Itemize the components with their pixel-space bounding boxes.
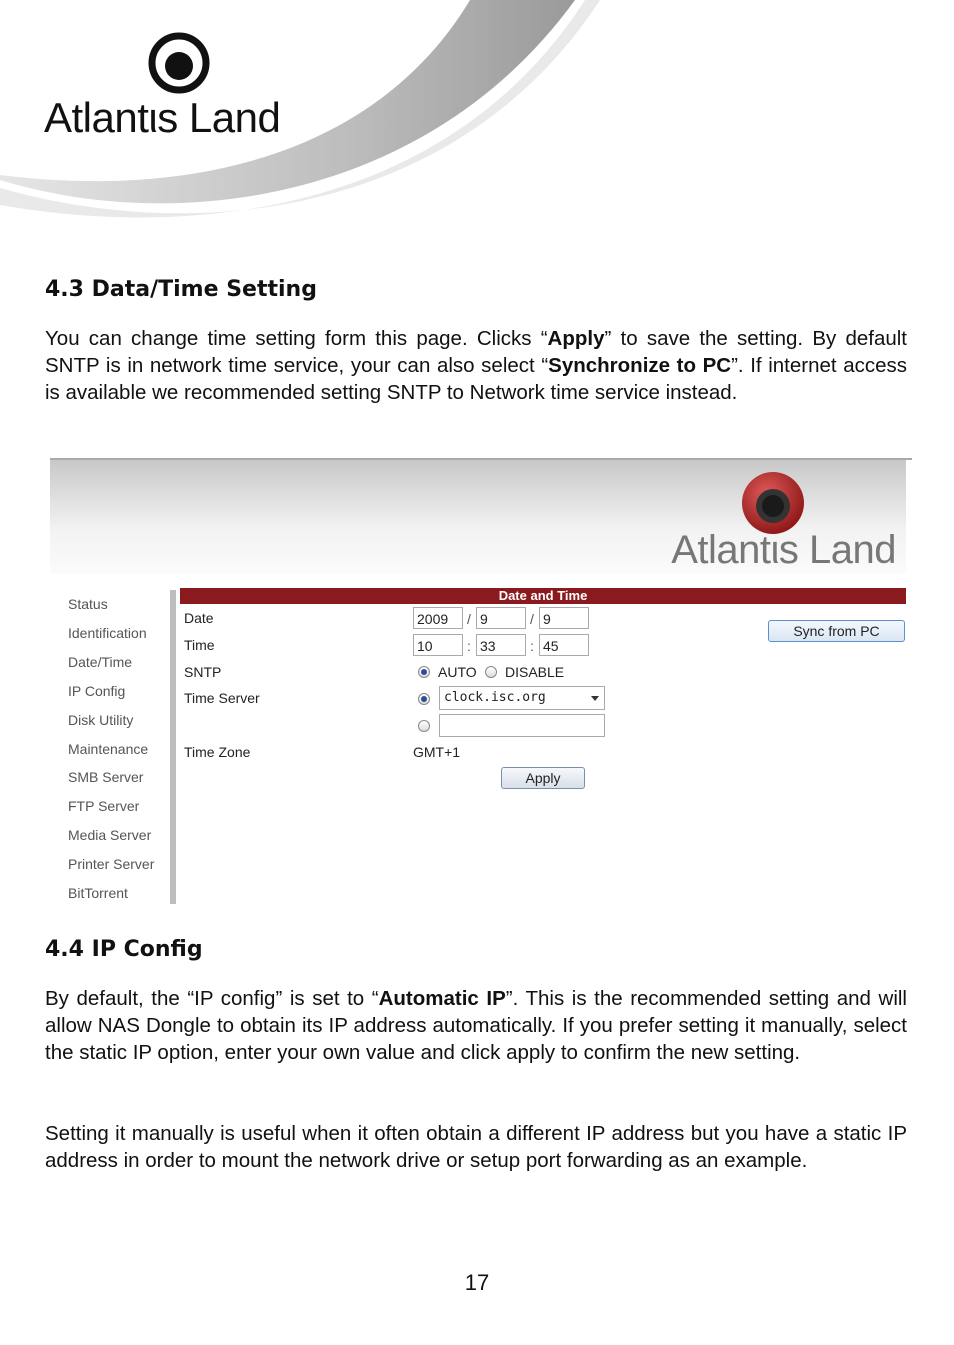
date-month-input[interactable]: 9 (476, 607, 526, 629)
time-server-label: Time Server (184, 690, 260, 706)
time-zone-value: GMT+1 (413, 744, 461, 760)
sidebar-item-ftp-server[interactable]: FTP Server (68, 798, 140, 814)
sntp-auto-label: AUTO (438, 664, 477, 680)
time-minute-input[interactable]: 33 (476, 634, 526, 656)
sync-from-pc-button[interactable]: Sync from PC (768, 620, 905, 642)
date-time-ui-screenshot (50, 458, 912, 908)
time-zone-label: Time Zone (184, 744, 251, 760)
sntp-disable-label: DISABLE (505, 664, 565, 680)
time-separator: : (467, 638, 471, 654)
time-server-select[interactable] (439, 686, 605, 710)
chevron-down-icon (591, 696, 599, 701)
apply-button[interactable]: Apply (501, 767, 585, 789)
panel-title-bar: Date and Time (180, 588, 906, 604)
section-4-4-paragraph-1: By default, the “IP config” is set to “Automatic IP”. This is the recommended setting and will allow NAS Dongle to obtain its IP address automatically. If you prefer setting it manually, select the static IP option, enter your own value and click apply to confirm the new setting. (45, 987, 907, 1064)
sidebar-item-bittorrent[interactable]: BitTorrent (68, 885, 128, 901)
date-label: Date (184, 610, 214, 626)
time-server-custom-input[interactable] (439, 714, 605, 737)
sidebar-item-smb-server[interactable]: SMB Server (68, 769, 144, 785)
time-server-selected-value: clock.isc.org (444, 690, 546, 705)
logo-ring-icon (147, 30, 211, 94)
sidebar-item-identification[interactable]: Identification (68, 625, 147, 641)
atlantis-land-logo (44, 30, 314, 145)
sidebar-item-printer-server[interactable]: Printer Server (68, 856, 155, 872)
sntp-disable-radio[interactable] (485, 666, 497, 678)
sntp-auto-radio[interactable] (418, 666, 430, 678)
sidebar-item-ip-config[interactable]: IP Config (68, 683, 126, 699)
time-hour-input[interactable]: 10 (413, 634, 463, 656)
page-number: 17 (464, 1270, 490, 1295)
ui-banner (50, 460, 906, 574)
ui-banner-logo (631, 466, 896, 576)
time-second-input[interactable]: 45 (539, 634, 589, 656)
sidebar-divider (170, 590, 176, 904)
sntp-label: SNTP (184, 664, 222, 680)
date-separator: / (530, 611, 534, 627)
time-server-preset-radio[interactable] (418, 693, 430, 705)
time-server-custom-radio[interactable] (418, 720, 430, 732)
date-day-input[interactable]: 9 (539, 607, 589, 629)
date-separator: / (467, 611, 471, 627)
sidebar-item-date-time[interactable]: Date/Time (68, 654, 133, 670)
section-4-3-paragraph: You can change time setting form this page. Clicks “Apply” to save the setting. By default SNTP is in network time service, your can also select “Synchronize to PC”. If internet access is available we recommended setting SNTP to Network time service instead. (45, 327, 908, 404)
time-label: Time (184, 637, 215, 653)
date-year-input[interactable]: 2009 (413, 607, 463, 629)
banner-logo-text: Atlantιs Land (671, 528, 896, 572)
sidebar-item-disk-utility[interactable]: Disk Utility (68, 712, 134, 728)
section-4-4-paragraph-2: Setting it manually is useful when it often obtain a different IP address but you have a static IP address in order to mount the network drive or setup port forwarding as an example. (45, 1122, 907, 1172)
time-separator: : (530, 638, 534, 654)
sidebar-item-status[interactable]: Status (68, 596, 108, 612)
section-heading-4-3: 4.3 Data/Time Setting (45, 277, 317, 302)
sidebar-item-maintenance[interactable]: Maintenance (68, 741, 149, 757)
logo-text: Atlantιs Land (44, 94, 281, 141)
sidebar-item-media-server[interactable]: Media Server (68, 827, 152, 843)
section-heading-4-4: 4.4 IP Config (45, 937, 203, 962)
